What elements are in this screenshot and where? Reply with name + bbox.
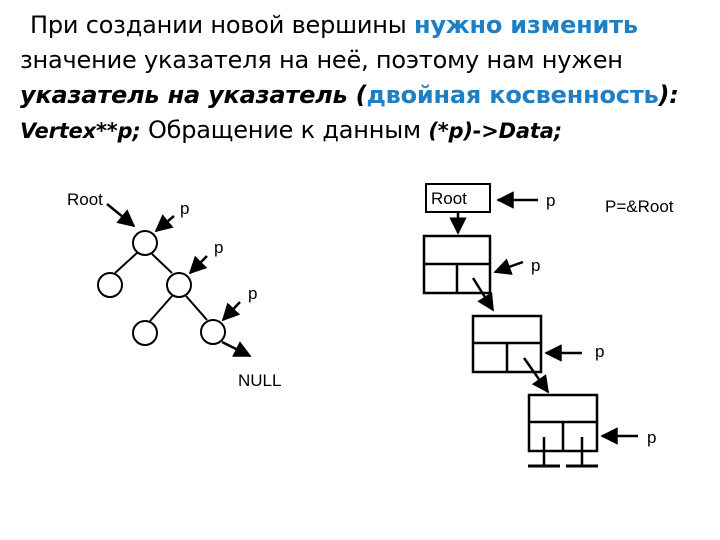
text-pointer-to-pointer: указатель на указатель bbox=[20, 81, 348, 109]
tree-edge bbox=[152, 254, 172, 273]
tree-edge bbox=[115, 252, 138, 273]
tree-edge bbox=[150, 296, 172, 321]
text-seg9: Обращение к данным bbox=[140, 116, 429, 144]
tree-root-label: Root bbox=[67, 190, 103, 209]
list-diagram bbox=[424, 184, 674, 466]
list-p-label-top: p bbox=[546, 191, 556, 210]
tree-null-arrow bbox=[222, 342, 250, 356]
tree-p-arrow-1 bbox=[156, 216, 174, 231]
tree-p-label-1: p bbox=[180, 199, 190, 218]
text-seg3: значение указателя на неё, поэтому нам нужен bbox=[20, 46, 623, 74]
text-double-indirection: двойная косвенность bbox=[366, 81, 659, 109]
list-p-label-2: p bbox=[595, 342, 605, 361]
list-p-arrow-1 bbox=[495, 262, 523, 272]
tree-node-right-right bbox=[201, 320, 225, 344]
list-assign-label: P=&Root bbox=[605, 197, 674, 216]
tree-p-label-2: p bbox=[214, 238, 224, 257]
tree-node-root bbox=[133, 231, 157, 255]
tree-edge bbox=[186, 296, 207, 320]
list-p-label-3: p bbox=[647, 428, 657, 447]
tree-root-arrow bbox=[107, 204, 134, 226]
tree-p-arrow-2 bbox=[190, 256, 207, 273]
text-seg1: При создании новой вершины bbox=[30, 11, 414, 39]
text-paren-close: ): bbox=[658, 81, 679, 109]
list-root-label: Root bbox=[431, 189, 467, 208]
code-data-access: (*p)->Data; bbox=[428, 119, 562, 143]
tree-p-label-3: p bbox=[248, 284, 258, 303]
code-declaration: Vertex**p; bbox=[20, 119, 141, 143]
tree-null-label: NULL bbox=[238, 371, 282, 390]
tree-node-right-left bbox=[133, 321, 157, 345]
list-p-label-1: p bbox=[531, 256, 541, 275]
tree-p-arrow-3 bbox=[223, 302, 240, 320]
text-highlight-change: нужно изменить bbox=[413, 11, 638, 39]
tree-node-left bbox=[98, 273, 122, 297]
text-paren-open: ( bbox=[347, 81, 367, 109]
tree-diagram bbox=[67, 190, 281, 390]
tree-node-right bbox=[167, 273, 191, 297]
